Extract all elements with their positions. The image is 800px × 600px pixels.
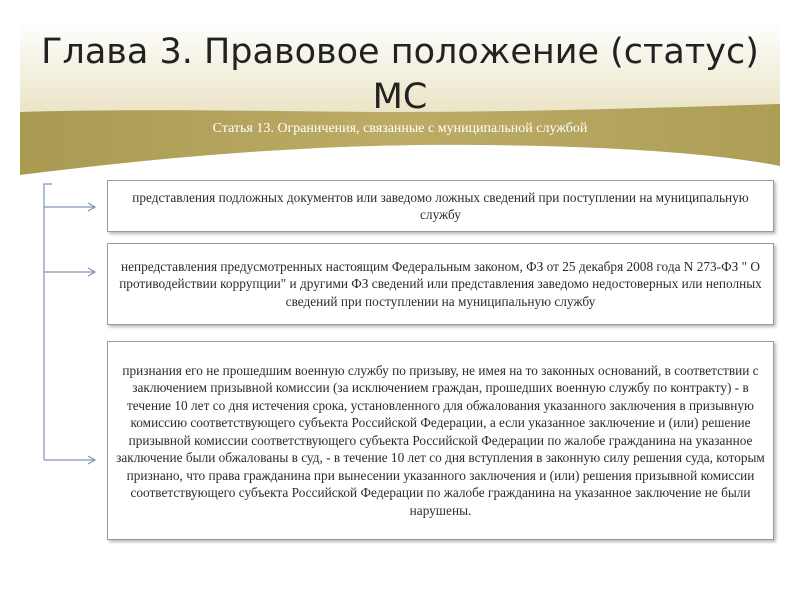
connector-trunk bbox=[44, 184, 52, 460]
restriction-text-2: непредставления предусмотренных настоящим Федеральным законом, ФЗ от 25 декабря 2008 года N 273-ФЗ " О противодействии коррупции" и другими ФЗ сведений или представления заведомо недостоверных или неполных сведений при поступлении на муниципальную службу bbox=[119, 258, 762, 309]
slide-title: Глава 3. Правовое положение (статус) МС bbox=[41, 32, 759, 117]
restriction-box-3 bbox=[107, 341, 774, 540]
restriction-box-1 bbox=[107, 180, 774, 232]
restriction-box-2 bbox=[107, 243, 774, 325]
restriction-text-1: представления подложных документов или заведомо ложных сведений при поступлении на муниципальную службу bbox=[132, 189, 749, 222]
restriction-text-3: признания его не прошедшим военную службу по призыву, не имея на то законных оснований, в соответствии с заключением призывной комиссии (за исключением граждан, прошедших военную службу по контракту) - в течение 10 лет со дня истечения срока, установленного для обжалования указанного заключения в призывную комиссию соответствующего субъекта Российской Федерации, а если указанное заключение и (или) решение призывной комиссии соответствующего субъекта Российской Федерации по жалобе гражданина на указанное заключение были обжалованы в суд, - в течение 10 лет со дня вступления в законную силу решения суда, которым признано, что права гражданина при вынесении указанного заключения и (или) решения призывной комиссии соответствующего субъекта Российской Федерации по жалобе гражданина на указанное заключение не были нарушены. bbox=[116, 362, 765, 518]
slide-subtitle: Статья 13. Ограничения, связанные с муниципальной службой bbox=[212, 121, 588, 136]
